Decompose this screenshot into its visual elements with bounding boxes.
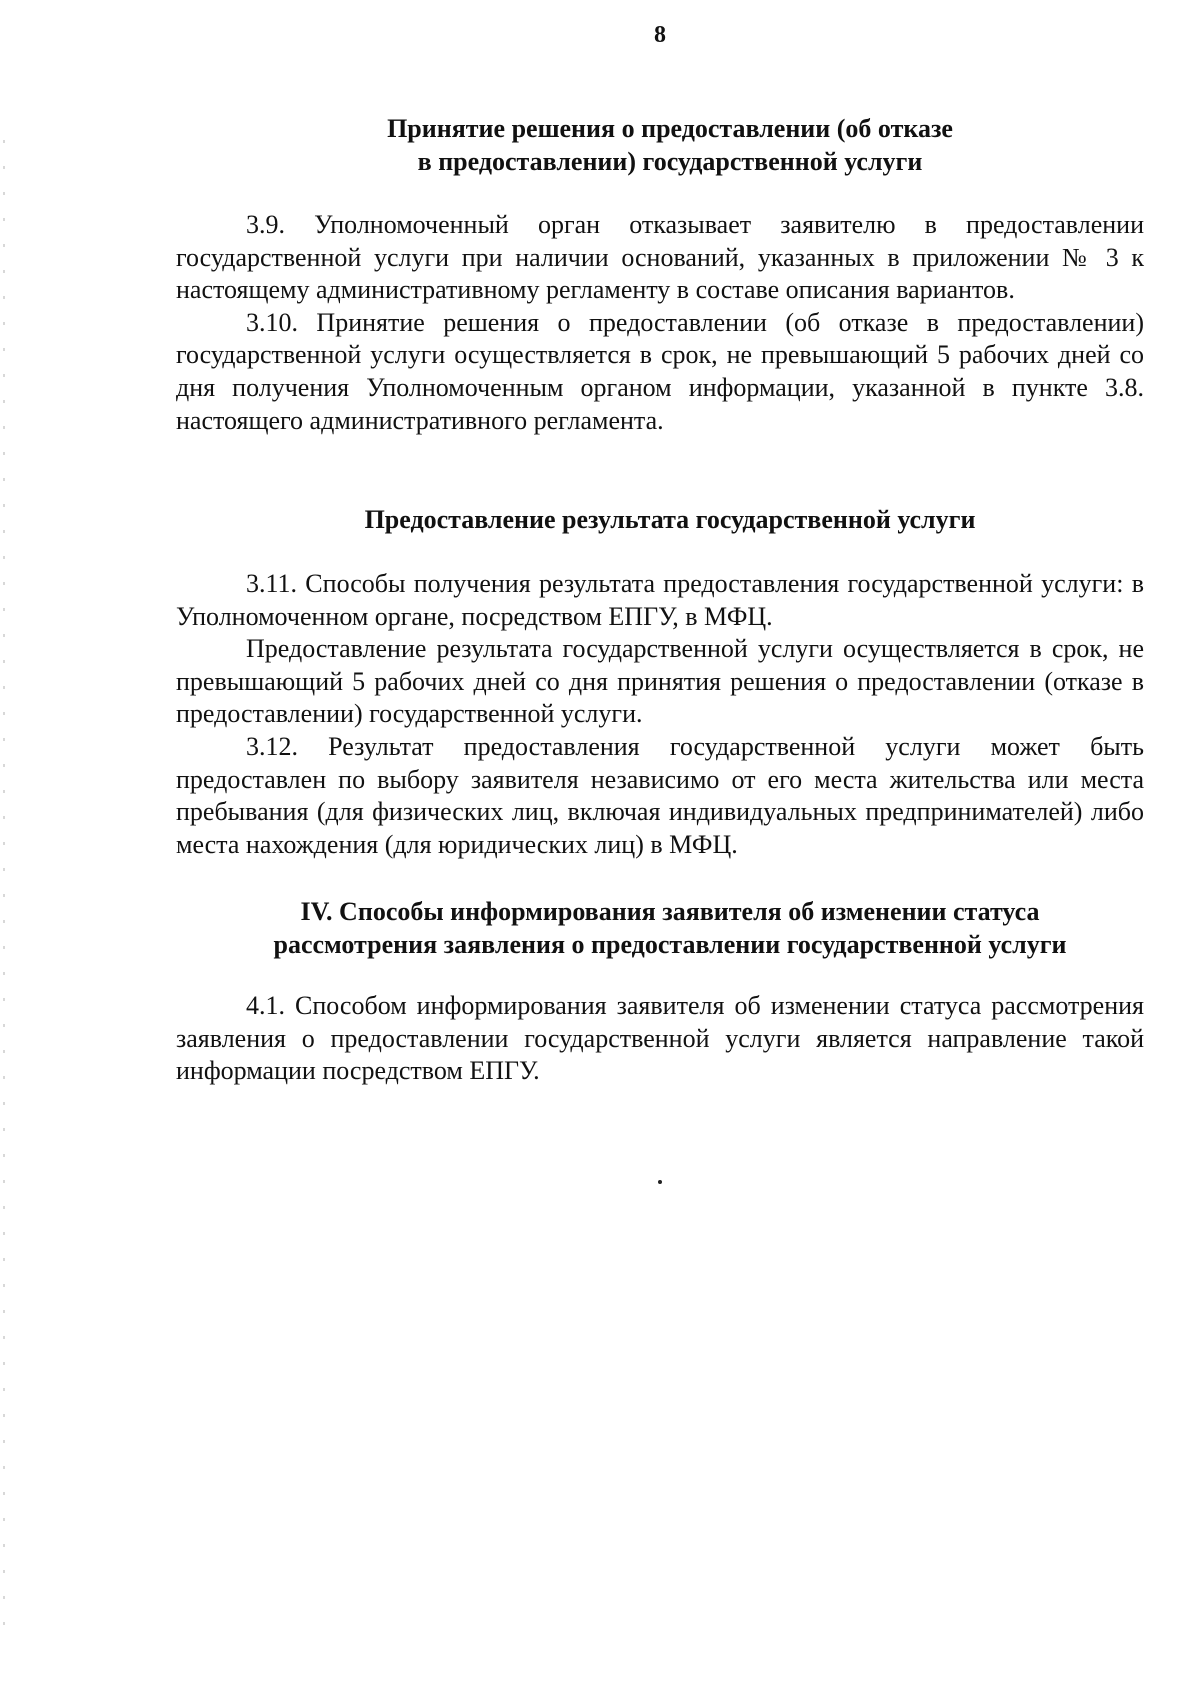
paragraph-4-1: 4.1. Способом информирования заявителя об изменении статуса рассмотрения заявления о предоставлении государственной услуги является направление такой информации посредством ЕПГУ. bbox=[176, 991, 1144, 1086]
section-heading bbox=[176, 503, 1144, 536]
section-decision bbox=[176, 112, 1144, 178]
section-heading bbox=[176, 112, 1144, 178]
heading-line: Принятие решения о предоставлении (об отказе bbox=[387, 114, 953, 143]
heading-line: в предоставлении) государственной услуги bbox=[417, 147, 923, 176]
heading-line: Предоставление результата государственной услуги bbox=[364, 505, 976, 534]
scan-speck bbox=[658, 1180, 662, 1184]
paragraph-3-10: 3.10. Принятие решения о предоставлении (об отказе в предоставлении) государственной услуги осуществляется в срок, не превышающий 5 рабочих дней со дня получения Уполномоченным органом информации, указанной в пункте 3.8. настоящего административного регламента. bbox=[176, 307, 1144, 435]
scan-margin-artifact bbox=[3, 140, 5, 1640]
paragraph-result-term: Предоставление результата государственной услуги осуществляется в срок, не превышающий 5 рабочих дней со дня принятия решения о предоставлении (отказе в предоставлении) государственной услуги. bbox=[176, 634, 1144, 729]
section-informing bbox=[176, 895, 1144, 961]
section-decision-body bbox=[176, 209, 1144, 437]
section-heading bbox=[176, 895, 1144, 961]
paragraph-3-12: 3.12. Результат предоставления государственной услуги может быть предоставлен по выбору заявителя независимо от его места жительства или места пребывания (для физических лиц, включая индивидуальных предпринимателей) либо места нахождения (для юридических лиц) в МФЦ. bbox=[176, 731, 1144, 859]
paragraph-3-9: 3.9. Уполномоченный орган отказывает заявителю в предоставлении государственной услуги при наличии оснований, указанных в приложении № 3 к настоящему административному регламенту в составе описания вариантов. bbox=[176, 210, 1144, 305]
page-number: 8 bbox=[654, 22, 666, 48]
section-result bbox=[176, 503, 1144, 536]
section-result-body bbox=[176, 568, 1144, 861]
heading-line: IV. Способы информирования заявителя об изменении статуса bbox=[300, 897, 1040, 926]
section-informing-body bbox=[176, 990, 1144, 1088]
heading-line: рассмотрения заявления о предоставлении государственной услуги bbox=[273, 930, 1067, 959]
paragraph-3-11: 3.11. Способы получения результата предоставления государственной услуги: в Уполномоченном органе, посредством ЕПГУ, в МФЦ. bbox=[176, 569, 1144, 631]
